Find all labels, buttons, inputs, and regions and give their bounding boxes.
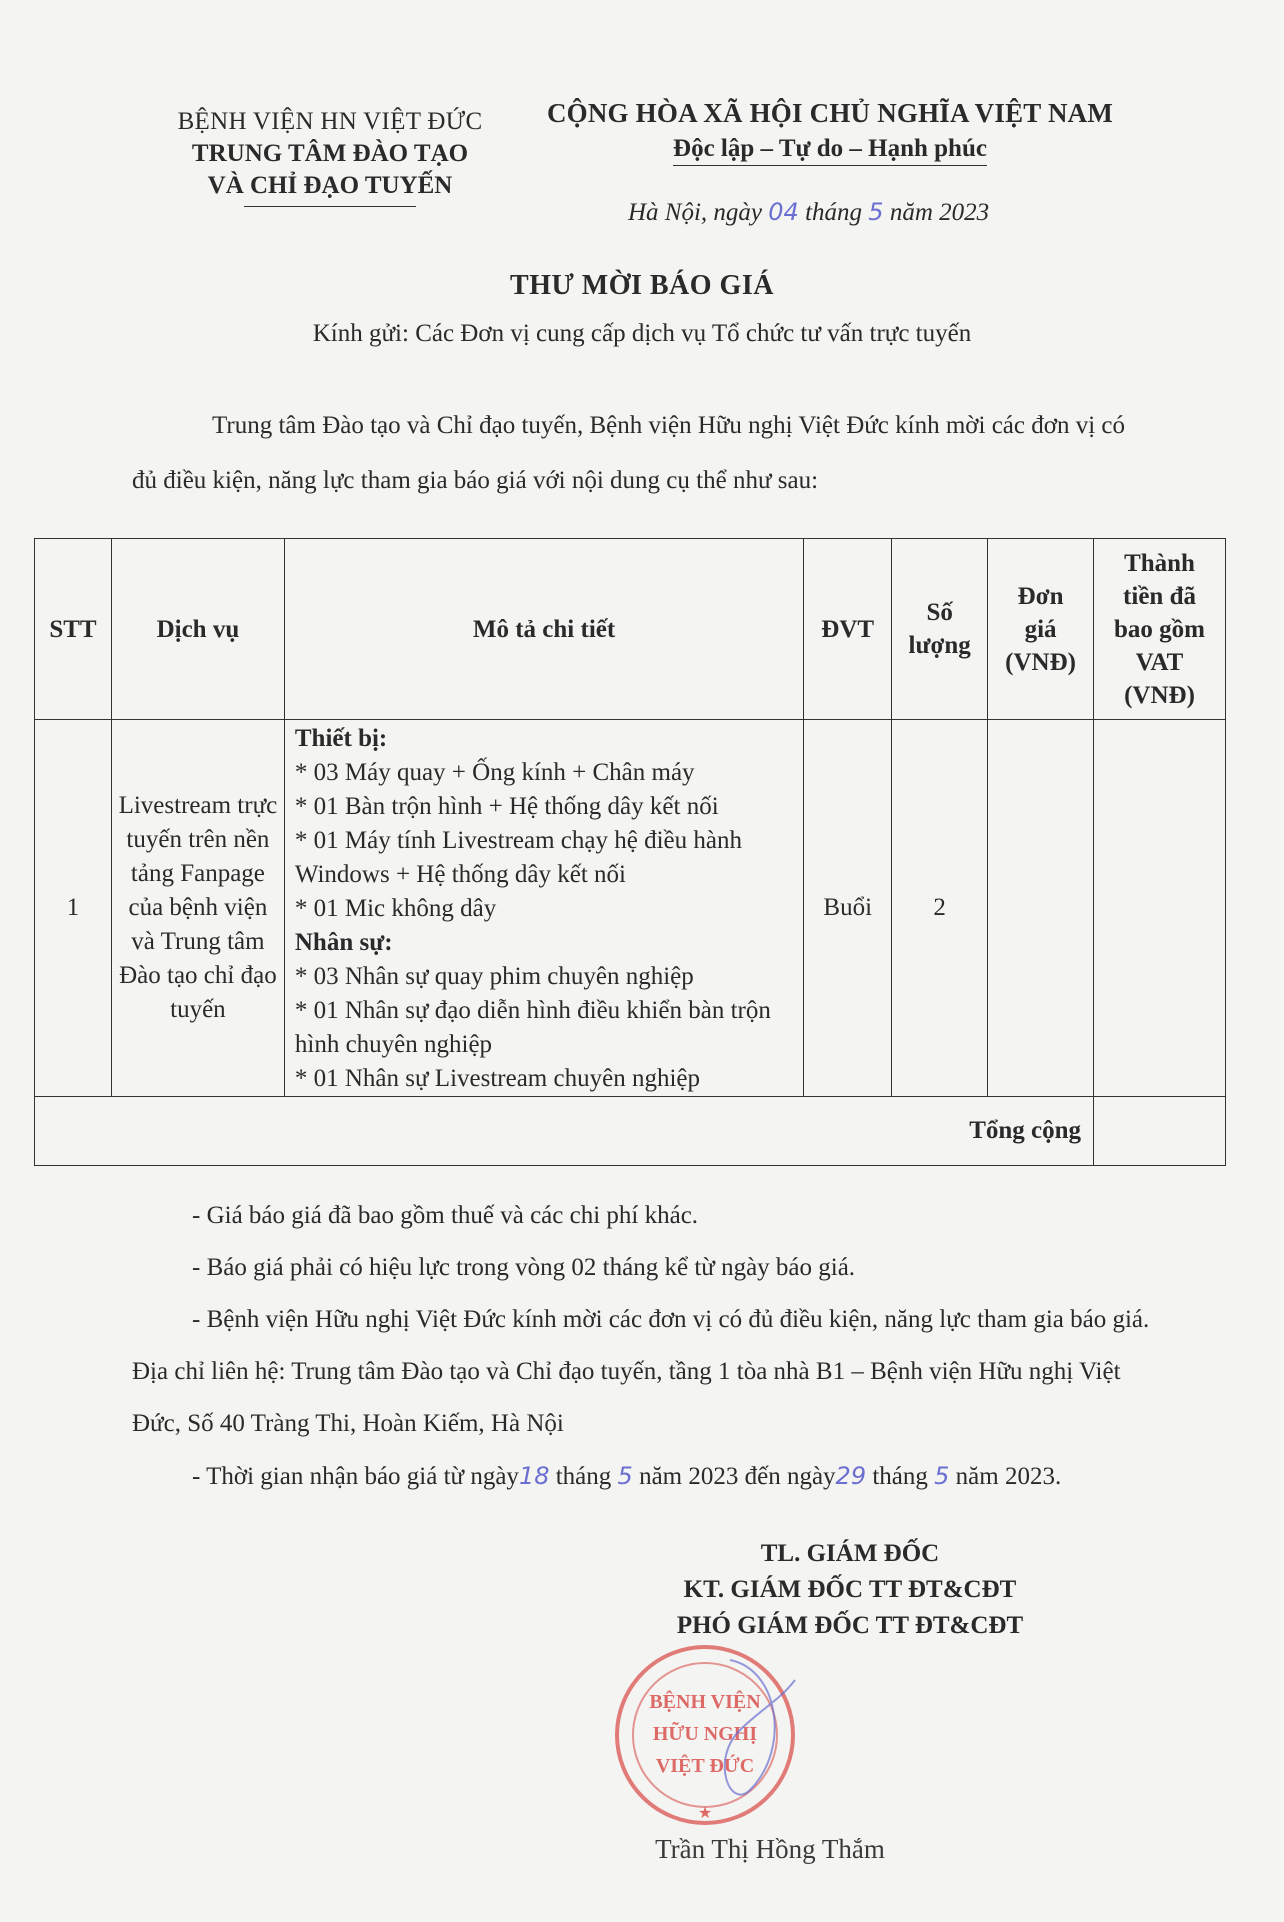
date-prefix: Hà Nội, ngày: [628, 199, 763, 226]
staff-heading: Nhân sự:: [294, 929, 393, 956]
equipment-item: * 03 Máy quay + Ống kính + Chân máy: [294, 759, 695, 786]
table-total-row: [35, 1097, 1226, 1166]
signature-line-3: PHÓ GIÁM ĐỐC TT ĐT&CĐT: [676, 1612, 1024, 1639]
equipment-item: * 01 Mic không dây: [294, 895, 497, 922]
country-name: CỘNG HÒA XÃ HỘI CHỦ NGHĨA VIỆT NAM: [546, 98, 1114, 128]
equipment-item: * 01 Bàn trộn hình + Hệ thống dây kết nối: [294, 793, 719, 820]
document-title: THƯ MỜI BÁO GIÁ: [510, 270, 774, 301]
staff-item: * 01 Nhân sự đạo diễn hình điều khiển bàn trộn hình chuyên nghiệp: [294, 997, 771, 1058]
header-description: Mô tả chi tiết: [284, 539, 803, 720]
staff-item: * 01 Nhân sự Livestream chuyên nghiệp: [294, 1065, 700, 1092]
signature-line-1: TL. GIÁM ĐỐC: [760, 1540, 940, 1567]
svg-text:★: ★: [697, 1805, 713, 1822]
cell-stt: 1: [35, 720, 112, 1097]
header-unit-price: Đơn giá (VNĐ): [988, 539, 1094, 720]
cell-service: Livestream trực tuyến trên nền tảng Fanpage của bệnh viện và Trung tâm Đào tạo chỉ đạo tuyến: [111, 720, 284, 1097]
signer-name: Trần Thị Hồng Thắm: [655, 1834, 885, 1864]
document-date: [628, 198, 989, 227]
cell-total: [1094, 720, 1226, 1097]
equipment-heading: Thiết bị:: [294, 725, 388, 752]
official-seal-stamp: [610, 1640, 800, 1830]
stamp-line-2: HỮU NGHỊ: [652, 1723, 758, 1745]
quotation-table: [34, 538, 1226, 1166]
deadline-end-day-handwritten: 29: [835, 1462, 867, 1490]
national-header: [525, 98, 1135, 166]
date-day-handwritten: 04: [768, 198, 799, 226]
org-line-1: BỆNH VIỆN HN VIỆT ĐỨC: [177, 108, 483, 135]
equipment-item: * 01 Máy tính Livestream chạy hệ điều hành Windows + Hệ thống dây kết nối: [294, 827, 742, 888]
org-line-3: VÀ CHỈ ĐẠO TUYẾN: [207, 172, 453, 199]
cell-unit-price: [988, 720, 1094, 1097]
header-quantity: Số lượng: [892, 539, 988, 720]
header-stt: STT: [35, 539, 112, 720]
deadline-start-day-handwritten: 18: [518, 1462, 550, 1490]
stamp-line-1: BỆNH VIỆN: [649, 1691, 761, 1713]
date-month-handwritten: 5: [868, 198, 884, 226]
total-value: [1094, 1097, 1226, 1166]
note-3: - Bệnh viện Hữu nghị Việt Đức kính mời các đơn vị có đủ điều kiện, năng lực tham gia báo giá. Địa chỉ liên hệ: Trung tâm Đào tạo và Chỉ đạo tuyến, tầng 1 tòa nhà B1 – Bệnh viện Hữu nghị Việt Đức, Số 40 Tràng Thi, Hoàn Kiếm, Hà Nội: [132, 1306, 1150, 1437]
note-4: - Thời gian nhận báo giá từ ngày18 tháng 5 năm 2023 đến ngày29 tháng 5 năm 2023.: [192, 1462, 1062, 1490]
deadline-end-month-handwritten: 5: [934, 1462, 950, 1490]
date-year: năm 2023: [889, 199, 990, 226]
date-month-word: tháng: [805, 199, 863, 226]
signature-line-2: KT. GIÁM ĐỐC TT ĐT&CĐT: [683, 1576, 1017, 1603]
greeting: Kính gửi: Các Đơn vị cung cấp dịch vụ Tổ chức tư vấn trực tuyến: [312, 320, 972, 347]
header-unit: ĐVT: [804, 539, 892, 720]
header-service: Dịch vụ: [111, 539, 284, 720]
notes-section: [132, 1190, 1172, 1503]
note-1: - Giá báo giá đã bao gồm thuế và các chi phí khác.: [192, 1202, 699, 1229]
staff-item: * 03 Nhân sự quay phim chuyên nghiệp: [294, 963, 694, 990]
stamp-line-3: VIỆT ĐỨC: [655, 1755, 755, 1777]
org-line-2: TRUNG TÂM ĐÀO TẠO: [191, 140, 469, 167]
intro-paragraph: Trung tâm Đào tạo và Chỉ đạo tuyến, Bệnh viện Hữu nghị Việt Đức kính mời các đơn vị có đủ điều kiện, năng lực tham gia báo giá với nội dung cụ thể như sau:: [132, 412, 1126, 494]
table-header-row: [35, 539, 1226, 720]
cell-unit: Buổi: [804, 720, 892, 1097]
header-total: Thành tiền đã bao gồm VAT (VNĐ): [1094, 539, 1226, 720]
deadline-start-month-handwritten: 5: [617, 1462, 633, 1490]
national-motto: Độc lập – Tự do – Hạnh phúc: [673, 135, 987, 166]
cell-quantity: 2: [892, 720, 988, 1097]
org-underline: [244, 206, 416, 207]
total-label: Tổng cộng: [35, 1097, 1094, 1166]
signature-block: [600, 1536, 1100, 1644]
table-row: [35, 720, 1226, 1097]
issuing-organization: [140, 108, 520, 207]
cell-description: [284, 720, 803, 1097]
note-2: - Báo giá phải có hiệu lực trong vòng 02 tháng kể từ ngày báo giá.: [192, 1254, 856, 1281]
